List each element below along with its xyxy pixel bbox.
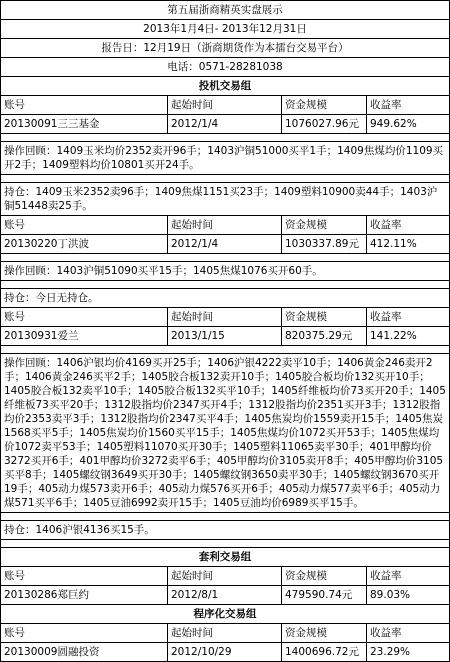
spacer: [1, 513, 450, 521]
account-row: [1, 327, 450, 346]
spacer: [1, 134, 450, 142]
column-header-account: 账号: [1, 216, 168, 235]
account-start-time: 2012/10/29: [168, 643, 282, 662]
section-title-arbitrage: 套利交易组: [1, 548, 450, 567]
section-title-speculation: 投机交易组: [1, 77, 450, 96]
account-name: 20130931爱兰: [1, 327, 168, 346]
spacer: [1, 254, 450, 262]
account-return: 949.62%: [367, 115, 450, 134]
account-return: 23.29%: [367, 643, 450, 662]
column-header-start-time: 起始时间: [168, 567, 282, 586]
column-header-account: 账号: [1, 96, 168, 115]
column-header-account: 账号: [1, 624, 168, 643]
spacer: [1, 175, 450, 183]
column-header-row: [1, 624, 450, 643]
column-header-start-time: 起始时间: [168, 216, 282, 235]
account-start-time: 2012/1/4: [168, 235, 282, 254]
positions: 持仓：1409玉米2352卖96手；1409焦煤1151买23手；1409塑料10900卖44手；1403沪铜51448卖25手。: [1, 183, 450, 216]
account-name: 20130286郑巨约: [1, 586, 168, 605]
column-header-return: 收益率: [367, 567, 450, 586]
column-header-row: [1, 216, 450, 235]
account-name: 20130091三三基金: [1, 115, 168, 134]
column-header-row: [1, 567, 450, 586]
report-date: 报告日：12月19日（浙商期货作为本擂台交易平台）: [1, 39, 450, 58]
account-capital: 1076027.96元: [282, 115, 367, 134]
column-header-capital: 资金规模: [282, 96, 367, 115]
report-title: 第五届浙商精英实盘展示: [1, 1, 450, 20]
column-header-account: 账号: [1, 567, 168, 586]
column-header-return: 收益率: [367, 96, 450, 115]
account-return: 141.22%: [367, 327, 450, 346]
column-header-capital: 资金规模: [282, 624, 367, 643]
account-capital: 1400696.72元: [282, 643, 367, 662]
report-period: 2013年1月4日- 2013年12月31日: [1, 20, 450, 39]
column-header-capital: 资金规模: [282, 567, 367, 586]
positions: 持仓：1406沪银4136买15手。: [1, 521, 450, 540]
operations-review: 操作回顾：1403沪铜51090买平15手；1405焦煤1076买开60手。: [1, 262, 450, 281]
spacer: [1, 540, 450, 548]
account-return: 89.03%: [367, 586, 450, 605]
account-name: 20130220丁洪波: [1, 235, 168, 254]
column-header-return: 收益率: [367, 308, 450, 327]
operations-review: 操作回顾：1406沪银均价4169买开25手；1406沪银4222卖平10手；1406黄金246卖开2手；1406黄金246买平2手；1405胶合板132卖开10手；1405胶合板均价132买开10手；1405胶合板132卖平10手；1405胶合板132买平10手；1405纤维板均价73买开20手；1405纤维板73买平20手；1312股指均价2347买开4手；1312股指均价2351买开3手；1312股指均价2353卖平3手；1312股指均价2347买平4手；1405焦炭均价1559卖开15手；1405焦炭1568买平5手；1405焦炭均价1560买平15手；1405焦煤均价1072买开53手；1405焦煤均价1072卖平53手；1405塑料11070买开30手；1405塑料11065卖平30手；401甲醇均价3272买开6手；401甲醇均价3272卖平6手；405甲醇均价3105卖开8手；405甲醇均价3105买平8手；1405螺纹钢3649买开30手；1405螺纹钢3650卖平30手；1405螺纹钢3670买开19手；405动力煤573卖开6手；405动力煤576买开6手；405动力煤577卖平6手；405动力煤571买平6手；1405豆油6992卖开15手；1405豆油均价6989买平15手。: [1, 354, 450, 513]
account-name: 20130009圆融投资: [1, 643, 168, 662]
account-row: [1, 235, 450, 254]
column-header-return: 收益率: [367, 216, 450, 235]
positions: 持仓：今日无持仓。: [1, 289, 450, 308]
section-title-algorithmic: 程序化交易组: [1, 605, 450, 624]
column-header-start-time: 起始时间: [168, 308, 282, 327]
column-header-return: 收益率: [367, 624, 450, 643]
contact-phone: 电话：0571-28281038: [1, 58, 450, 77]
account-start-time: 2012/1/4: [168, 115, 282, 134]
column-header-row: [1, 308, 450, 327]
account-capital: 1030337.89元: [282, 235, 367, 254]
account-start-time: 2012/8/1: [168, 586, 282, 605]
account-capital: 479590.74元: [282, 586, 367, 605]
account-start-time: 2013/1/15: [168, 327, 282, 346]
account-row: [1, 643, 450, 662]
account-row: [1, 115, 450, 134]
operations-review: 操作回顾：1409玉米均价2352卖开96手；1403沪铜51000买平1手；1409焦煤均价1109买开2手；1409塑料均价10801买开24手。: [1, 142, 450, 175]
column-header-start-time: 起始时间: [168, 624, 282, 643]
account-return: 412.11%: [367, 235, 450, 254]
spacer: [1, 281, 450, 289]
column-header-account: 账号: [1, 308, 168, 327]
account-capital: 820375.29元: [282, 327, 367, 346]
spacer: [1, 346, 450, 354]
column-header-capital: 资金规模: [282, 308, 367, 327]
column-header-row: [1, 96, 450, 115]
column-header-start-time: 起始时间: [168, 96, 282, 115]
account-row: [1, 586, 450, 605]
column-header-capital: 资金规模: [282, 216, 367, 235]
